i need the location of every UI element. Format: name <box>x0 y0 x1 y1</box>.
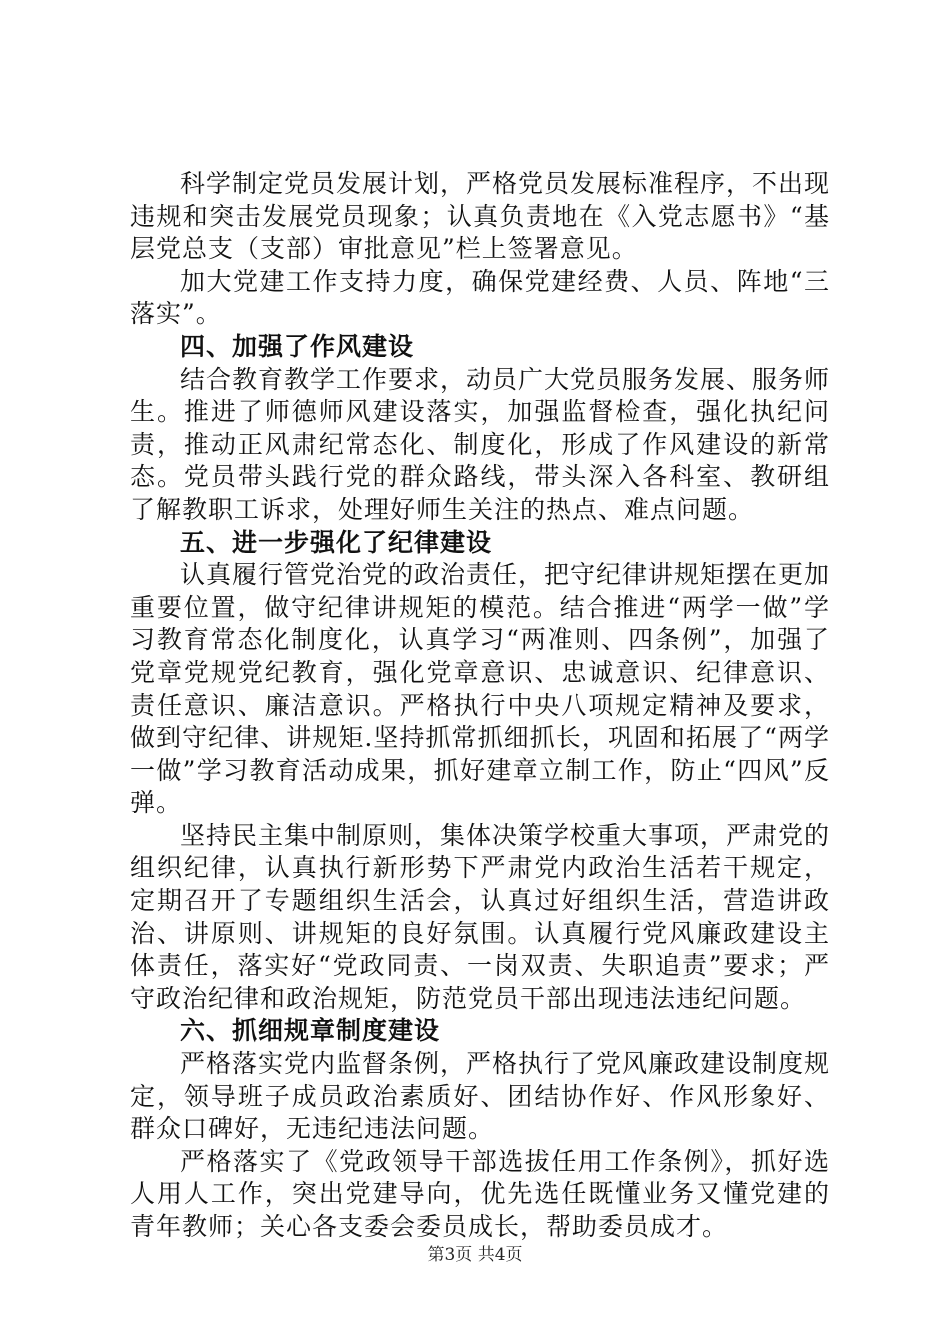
section-heading: 五、进一步强化了纪律建设 <box>180 527 493 557</box>
page-footer: 第3页 共4页 <box>427 1245 523 1265</box>
paragraph: 严格落实党内监督条例，严格执行了党风廉政建设制度规定，领导班子成员政治素质好、团结协作好、作风形象好、群众口碑好，无违纪违法问题。 <box>130 1049 831 1144</box>
paragraph: 认真履行管党治党的政治责任，把守纪律讲规矩摆在更加重要位置，做守纪律讲规矩的模范。结合推进“两学一做”学习教育常态化制度化，认真学习“两准则、四条例”，加强了党章党规党纪教育，强化党章意识、忠诚意识、纪律意识、责任意识、廉洁意识。严格执行中央八项规定精神及要求，做到守纪律、讲规矩.坚持抓常抓细抓长，巩固和拓展了“两学一做”学习教育活动成果，抓好建章立制工作，防止“四风”反弹。 <box>130 560 831 818</box>
section-heading: 四、加强了作风建设 <box>180 331 415 361</box>
paragraph: 严格落实了《党政领导干部选拔任用工作条例》，抓好选人用人工作，突出党建导向，优先选任既懂业务又懂党建的青年教师；关心各支委会委员成长，帮助委员成才。 <box>130 1146 830 1241</box>
section-heading: 六、抓细规章制度建设 <box>180 1016 441 1046</box>
paragraph: 科学制定党员发展计划，严格党员发展标准程序，不出现违规和突击发展党员现象；认真负责地在《入党志愿书》“基层党总支（支部）审批意见”栏上签署意见。 <box>130 169 831 264</box>
paragraph: 加大党建工作支持力度，确保党建经费、人员、阵地“三落实”。 <box>130 266 830 329</box>
paragraph: 坚持民主集中制原则，集体决策学校重大事项，严肃党的组织纪律，认真执行新形势下严肃党内政治生活若干规定，定期召开了专题组织生活会，认真过好组织生活，营造讲政治、讲原则、讲规矩的良好氛围。认真履行党风廉政建设主体责任，落实好“党政同责、一岗双责、失职追责”要求；严守政治纪律和政治规矩，防范党员干部出现违法违纪问题。 <box>130 820 831 1013</box>
paragraph: 结合教育教学工作要求，动员广大党员服务发展、服务师生。推进了师德师风建设落实，加强监督检查，强化执纪问责，推动正风肃纪常态化、制度化，形成了作风建设的新常态。党员带头践行党的群众路线，带头深入各科室、教研组了解教职工诉求，处理好师生关注的热点、难点问题。 <box>130 364 831 524</box>
document-body <box>130 168 830 1244</box>
